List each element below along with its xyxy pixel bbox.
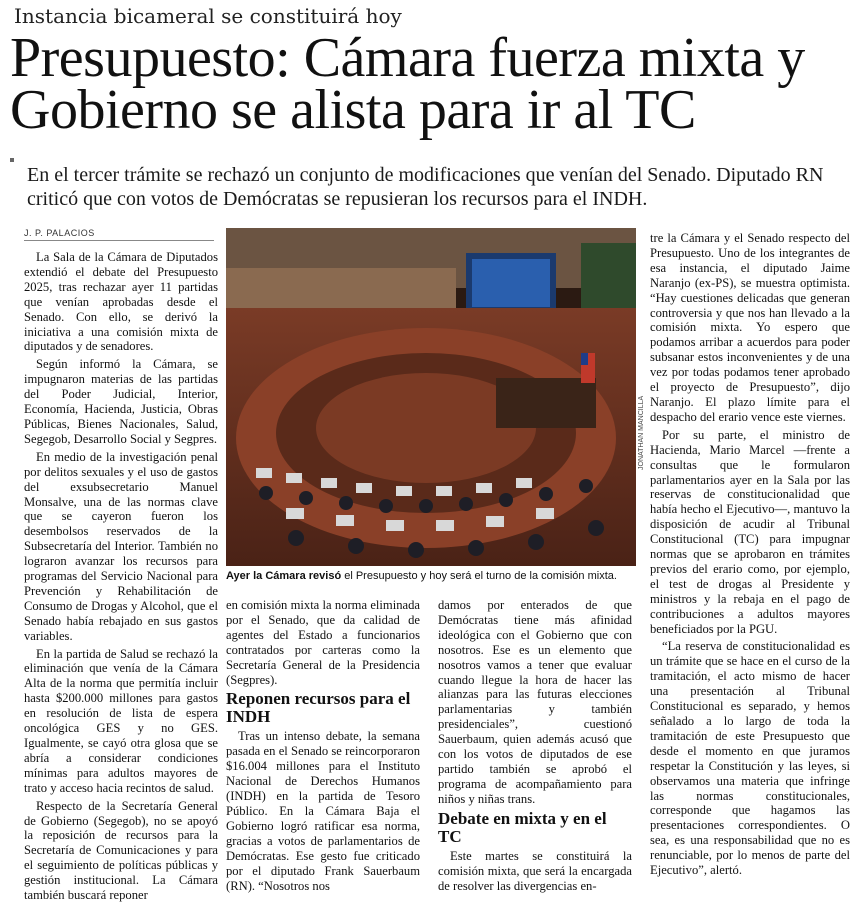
photo-caption (226, 570, 636, 582)
paragraph: Respecto de la Secretaría General de Gobierno (Segegob), no se apoyó la reposición de recursos para la Secretaría de Comunicaciones y para el seguimiento de políticas públicas y gestión institucional. La Cámara también buscará reponer (24, 798, 218, 903)
caption-bold: Ayer la Cámara revisó (226, 570, 342, 582)
column-1 (24, 250, 218, 910)
caption-text: el Presupuesto y hoy será el turno de la comisión mixta. (341, 570, 617, 582)
column-2 (226, 598, 420, 910)
paragraph: Según informó la Cámara, se impugnaron materias de las partidas del Poder Judicial, Interior, Economía, Hacienda, Justicia, Obras Públicas, Bienes Nacionales, Salud, Segegob, Desarrollo Social y Segpres. (24, 357, 218, 446)
chamber-photo (226, 228, 636, 566)
photo-credit: JONATHAN MANCILLA (638, 395, 645, 470)
paragraph: tre la Cámara y el Senado respecto del Presupuesto. Uno de los integrantes de esa instancia, el diputado Jaime Naranjo (ex-PS), se muestra optimista. “Hay cuestiones delicadas que generan controversia y que nos han llevado a la comisión mixta. Yo espero que podamos arribar a acuerdos para poder subsanar estos inconvenientes y de una vez por todas podamos tener aprobado el proyecto de Presupuesto”, dijo Naranjo. El plazo límite para el despacho del erario vence este viernes. (650, 231, 850, 424)
paragraph: Tras un intenso debate, la semana pasada en el Senado se reincorporaron $16.004 millones para el Instituto Nacional de Derechos Humanos (INDH) en la partida de Tesoro Público. En la Cámara Baja el Gobierno logró ratificar esa norma, gracias a votos de parlamentarios de Demócratas. Ese gesto fue criticado por el diputado Frank Sauerbaum (RN). “Nosotros nos (226, 729, 420, 893)
paragraph: Este martes se constituirá la comisión mixta, que será la encargada de resolver las divergencias en- (438, 848, 632, 893)
subheading: Reponen recursos para el INDH (226, 689, 411, 727)
subheading: Debate en mixta y en el TC (438, 808, 607, 846)
paragraph: En la partida de Salud se rechazó la eliminación que venía de la Cámara Alta de la norma que permitía incluir hasta $200.000 millones para gastos en resolución de lista de espera oncológica GES y no GES. Igualmente, se cayó otra glosa que se abría a considerar condiciones mínimas para adultos mayores de trato y acceso hacia recintos de salud. (24, 646, 218, 795)
article-byline: J. P. PALACIOS (24, 228, 214, 241)
paragraph: La Sala de la Cámara de Diputados extendió el debate del Presupuesto 2025, tras rechazar ayer 11 partidas que venían aprobadas desde el Senado. Con ello, se derivó la iniciativa a una comisión mixta de diputados y de senadores. (24, 250, 218, 354)
paragraph: damos por enterados de que Demócratas tiene más afinidad ideológica con el Gobierno que con nosotros. Ese es un elemento que nosotros vamos a tener que evaluar cuando llegue la hora de hacer las alianzas para las futuras elecciones parlamentarias y también presidenciales”, cuestionó Sauerbaum, quien además acusó que con los votos de diputados de ese partido también se aprobó el programa de acompañamiento para niños y niñas trans. (438, 598, 632, 806)
article-kicker: Instancia bicameral se constituirá hoy (14, 4, 402, 28)
article-headline: Presupuesto: Cámara fuerza mixta y Gobierno se alista para ir al TC (10, 27, 805, 141)
chamber-photo-illustration (226, 228, 636, 566)
column-3 (438, 598, 632, 910)
paragraph: En medio de la investigación penal por delitos sexuales y el uso de gastos del exsubsecretario Manuel Monsalve, una de las normas clave que se cayeron fueron los desembolsos reservados de la Subsecretaría del Interior. También no lograron avanzar los recursos para programas del Servicio Nacional para Prevención y Rehabilitación de Consumo de Drogas y Alcohol, que el Senado había rebajado en sus gastos variables. (24, 449, 218, 643)
paragraph: Por su parte, el ministro de Hacienda, Mario Marcel —frente a consultas que le formularon parlamentarios ayer en la Sala por las reservas de constitucionalidad que había hecho el Ejecutivo—, mantuvo la disposición de acudir al Tribunal Constitucional (TC) para impugnar normas que se aprobaron en trámites previos del erario como, por ejemplo, el test de drogas al Presidente y ministros y la rebaja en el pago de contribuciones a adultos mayores beneficiados por la PGU. (650, 427, 850, 636)
article-dek: En el tercer trámite se rechazó un conjunto de modificaciones que venían del Senado. Diputado RN criticó que con votos de Demócratas se repusieran los recursos para el INDH. (27, 164, 824, 210)
paragraph: “La reserva de constitucionalidad es un trámite que se hace en el curso de la tramitación, el acto mismo de hacer una presentación al Tribunal Constitucional es separado, y hemos señalado a lo largo de toda la tramitación de este Presupuesto que desde el momento en que juramos respetar la Constitución y las leyes, si observamos una materia que infringe las normas constitucionales, corresponde que hagamos las presentaciones correspondientes. O sea, es una responsabilidad que no es renunciable, por lo menos de parte del Ejecutivo”, alertó. (650, 639, 850, 878)
paragraph: en comisión mixta la norma eliminada por el Senado, que da calidad de agentes del Estado a funcionarios contratados por carteras como la Secretaría General de la Presidencia (Segpres). (226, 598, 420, 687)
column-4 (650, 231, 850, 910)
headline-marker (10, 158, 14, 162)
